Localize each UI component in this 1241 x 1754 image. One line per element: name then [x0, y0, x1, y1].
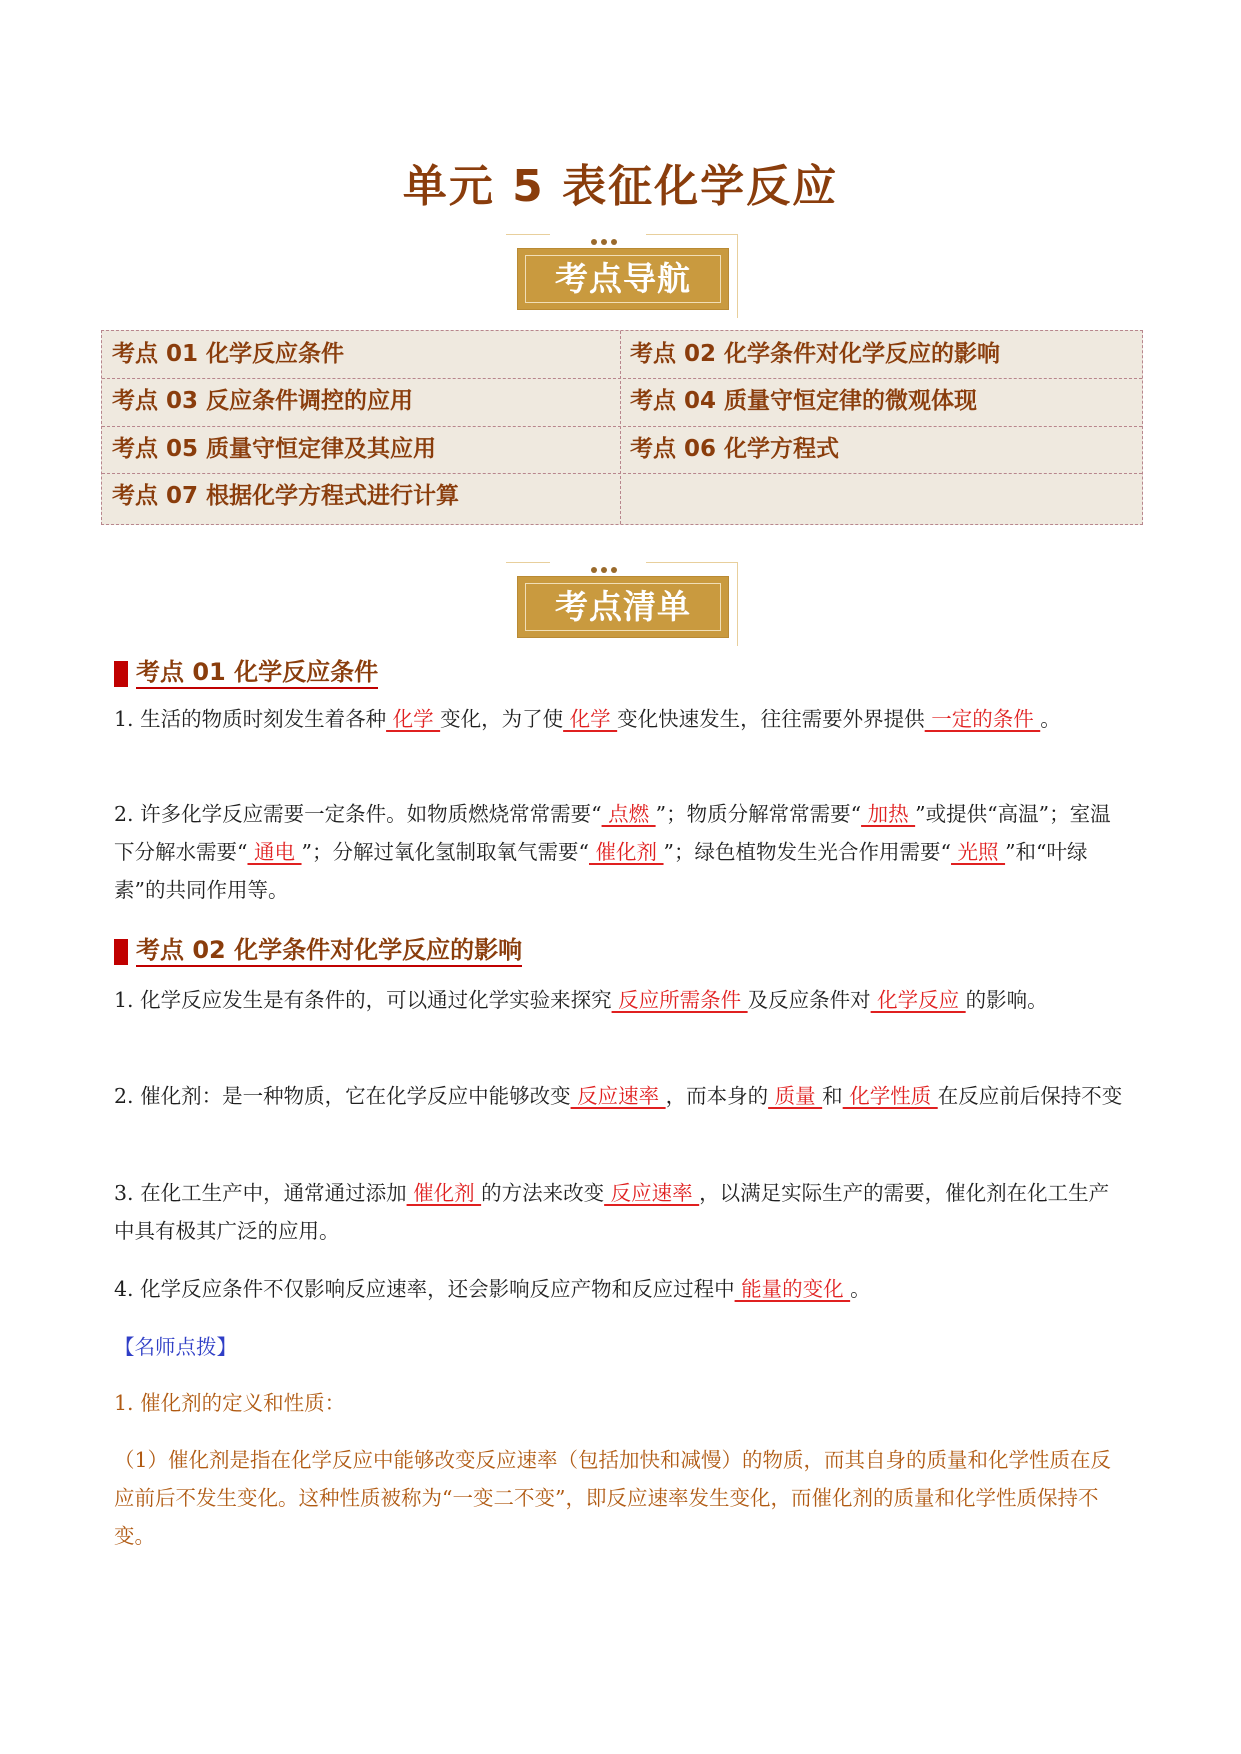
nav-item-07[interactable]: 考点 07 根据化学方程式进行计算: [112, 483, 460, 509]
nav-banner: [506, 234, 738, 318]
tip-paragraph: （1）催化剂是指在化学反应中能够改变反应速率（包括加快和减慢）的物质，而其自身的质量和化学性质在反应前后不发生变化。这种性质被称为“一变二不变”，即反应速率发生变化，而催化剂的质量和化学性质保持不变。: [114, 1448, 1112, 1548]
answer-blank: 催化剂: [589, 840, 664, 864]
paragraph-02-2: 2. 催化剂：是一种物质，它在化学反应中能够改变 反应速率 ，而本身的 质量 和 化学性质 在反应前后保持不变: [114, 1084, 1123, 1108]
nav-item-06[interactable]: 考点 06 化学方程式: [630, 436, 840, 462]
answer-blank: 催化剂: [406, 1181, 482, 1205]
tip-subheading: 1. 催化剂的定义和性质：: [114, 1391, 346, 1415]
paragraph-01-2: 2. 许多化学反应需要一定条件。如物质燃烧常常需要“ 点燃 ”；物质分解常常需要“ 加热 ”或提供“高温”；室温下分解水需要“ 通电 ”；分解过氧化氢制取氧气需要“ 催化剂 ”；绿色植物发生光合作用需要“ 光照 ”和“叶绿素”的共同作用等。: [114, 802, 1111, 902]
nav-item-03[interactable]: 考点 03 反应条件调控的应用: [112, 388, 414, 414]
page-title: 单元 5 表征化学反应: [402, 161, 839, 212]
paragraph-02-3: 3. 在化工生产中，通常通过添加 催化剂 的方法来改变 反应速率 ，以满足实际生产的需要，催化剂在化工生产中具有极其广泛的应用。: [114, 1181, 1110, 1243]
list-banner-label: 考点清单: [525, 583, 721, 631]
answer-blank: 反应速率: [604, 1181, 700, 1205]
paragraph-02-4: 4. 化学反应条件不仅影响反应速率，还会影响反应产物和反应过程中 能量的变化 。: [114, 1277, 871, 1301]
tip-label: 【名师点拨】: [114, 1335, 237, 1359]
nav-item-04[interactable]: 考点 04 质量守恒定律的微观体现: [630, 388, 978, 414]
nav-item-02[interactable]: 考点 02 化学条件对化学反应的影响: [630, 341, 1001, 367]
answer-blank: 点燃: [601, 802, 656, 826]
paragraph-01-1: 1. 生活的物质时刻发生着各种 化学 变化，为了使 化学 变化快速发生，往往需要外界提供 一定的条件 。: [114, 707, 1061, 731]
answer-blank: 通电: [247, 840, 302, 864]
answer-blank: 加热: [861, 802, 916, 826]
answer-blank: 光照: [951, 840, 1006, 864]
answer-blank: 一定的条件: [924, 707, 1041, 731]
paragraph-02-1: 1. 化学反应发生是有条件的，可以通过化学实验来探究 反应所需条件 及反应条件对 化学反应 的影响。: [114, 988, 1048, 1012]
answer-blank: 化学: [563, 707, 618, 731]
heading-marker: [114, 939, 128, 965]
nav-item-05[interactable]: 考点 05 质量守恒定律及其应用: [112, 436, 437, 462]
dots-decoration: [571, 558, 637, 566]
dots-decoration: [571, 230, 637, 238]
answer-blank: 反应速率: [570, 1084, 666, 1108]
list-banner: [506, 562, 738, 646]
nav-grid: [101, 330, 1143, 525]
heading-marker: [114, 661, 128, 687]
nav-item-01[interactable]: 考点 01 化学反应条件: [112, 341, 345, 367]
answer-blank: 化学性质: [842, 1084, 938, 1108]
answer-blank: 质量: [768, 1084, 823, 1108]
answer-blank: 化学: [386, 707, 441, 731]
document-page: 单元 5 表征化学反应 考点导航 考点 01 化学反应条件 考点 02 化学条件对化学反应的影响 考点 03 反应条件调控的应用 考点 04 质量守恒定律的微观体现 考点 05 质量守恒定律及其应用 考点 06 化学方程式 考点 07 根据化学方程式进行计算 考点清单 考点 01 化学反应条件 1. 生活的物质时刻发生着各种 化学 变化，为了使 化学 变化快速发生，往往需要外界提供 一定的条件 。 2. 许多化学反应需要一定条件。如物质燃烧常常需要“ 点燃 ”；物质分解常常需要“ 加热 ”或提供“高温”；室温下分解水需要“ 通电 ”；分解过氧化氢制取氧气需要“ 催化剂 ”；绿色植物发生光合作用需要“ 光照 ”和“叶绿素”的共同作用等。 考点 02 化学条件对化学反应的影响 1. 化学反应发生是有条件的，可以通过化学实验来探究 反应所需条件 及反应条件对 化学反应 的影响。 2. 催化剂：是一种物质，它在化学反应中能够改变 反应速率 ，而本身的 质量 和 化学性质 在反应前后保持不变 3. 在化工生产中，通常通过添加 催化剂 的方法来改变 反应速率 ，以满足实际生产的需要，催化剂在化工生产中具有极其广泛的应用。 4. 化学反应条件不仅影响反应速率，还会影响反应产物和反应过程中 能量的变化 。 【名师点拨】 1. 催化剂的定义和性质： （1）催化剂是指在化学反应中能够改变反应速率（包括加快和减慢）的物质，而其自身的质量和化学性质在反应前后不发生变化。这种性质被称为“一变二不变”，即反应速率发生变化，而催化剂的质量和化学性质保持不变。: [0, 0, 1241, 1754]
answer-blank: 反应所需条件: [611, 988, 748, 1012]
nav-banner-label: 考点导航: [525, 255, 721, 303]
answer-blank: 能量的变化: [734, 1277, 851, 1301]
answer-blank: 化学反应: [870, 988, 966, 1012]
